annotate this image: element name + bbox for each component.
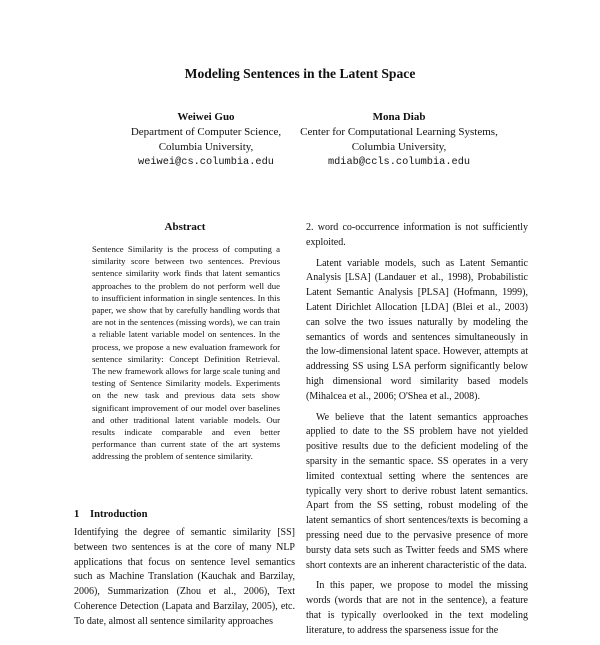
body-paragraph: 2. word co-occurrence information is not sufficiently exploited. [306,222,528,248]
abstract-body [92,243,280,463]
section-heading-introduction [74,509,148,520]
body-paragraph: In this paper, we propose to model the missing words (words that are not in the sentence), a feature that is typically overlooked in the text modeling literature, to address the sparseness issue for the [306,580,528,636]
author-block-1 [110,110,302,170]
abstract-paragraph: Sentence Similarity is the process of computing a similarity score between two sentences. Previous sentence similarity work finds that latent semantics approaches to the problem do not perform well due to insufficient information in single sentences. In this paper, we show that by carefully handling words that are not in the sentences (missing words), we can train a reliable latent variable model on sentences. In the process, we propose a new evaluation framework for sentence similarity: Concept Definition Retrieval. The new framework allows for large scale tuning and testing of Sentence Similarity models. Experiments on the new task and previous data sets show significant improvement of our model over baselines and other traditional latent variable models. Our results indicate comparable and even better performance than current state of the art systems addressing the problem of sentence similarity. [92,244,280,462]
author-email[interactable]: mdiab@ccls.columbia.edu [327,156,471,168]
author-affiliation: Department of Computer Science, [130,126,282,138]
author-institution: Columbia University, [158,141,254,153]
abstract-heading: Abstract [164,221,206,233]
introduction-body [74,526,295,630]
author-institution: Columbia University, [351,141,447,153]
author-email[interactable]: weiwei@cs.columbia.edu [138,156,274,168]
intro-paragraph: Identifying the degree of semantic similarity [SS] between two sentences is at the core of many NLP applications that focus on sentence level semantics such as Machine Translation (Kauchak and Barzilay, 2006), Summarization (Zhou et al., 2006), Text Coherence Detection (Lapata and Barzilay, 2005), etc. To date, almost all sentence similarity approaches [74,527,295,627]
author-block-2 [288,110,510,170]
author-name: Weiwei Guo [177,111,235,123]
body-paragraph: Latent variable models, such as Latent Semantic Analysis [LSA] (Landauer et al., 1998), Probabilistic Latent Semantic Analysis [PLSA] (Hofmann, 1999), Latent Dirichlet Allocation [LDA] (Blei et al., 2003) can solve the two issues naturally by modeling the semantics of words and sentences simultaneously in the low-dimensional latent space. However, attempts at addressing SS using LSA perform significantly below high dimensional word similarity based models (Mihalcea et al., 2006; O'Shea et al., 2008). [306,257,528,402]
section-number: 1 [74,509,80,520]
right-column [306,221,528,645]
body-paragraph: We believe that the latent semantics approaches applied to date to the SS problem have not yielded positive results due to the deficient modeling of the sparsity in the semantic space. SS operates in a very limited contextual setting where the sentences are typically very short to derive robust latent semantics. Apart from the SS setting, robust modeling of the latent semantics of short sentences/texts is becoming a pressing need due to the pervasive presence of more bursty data sets such as Twitter feeds and SMS where short contexts are an inherent characteristic of the data. [306,411,528,571]
paper-title: Modeling Sentences in the Latent Space [184,66,416,81]
author-name: Mona Diab [372,111,426,123]
author-affiliation: Center for Computational Learning Systems, [300,126,498,138]
section-title: Introduction [90,509,148,520]
